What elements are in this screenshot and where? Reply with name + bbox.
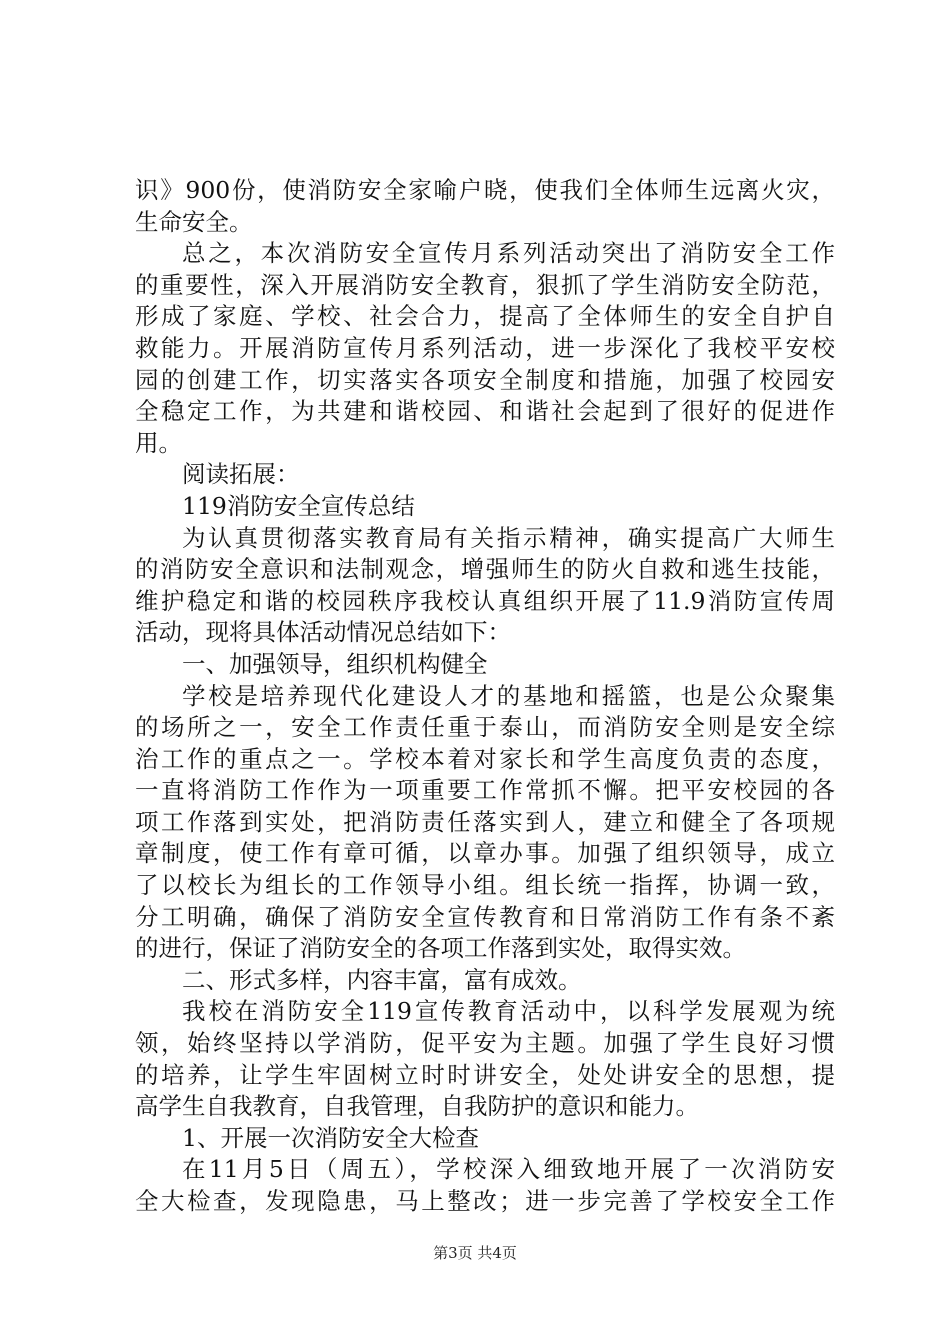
text-line: 园的创建工作，切实落实各项安全制度和措施，加强了校园安 [135, 365, 835, 394]
text-line: 在11月5日（周五），学校深入细致地开展了一次消防安 [182, 1155, 835, 1184]
text-line: 领，始终坚持以学消防，促平安为主题。加强了学生良好习惯 [135, 1029, 835, 1058]
text-line: 活动，现将具体活动情况总结如下： [135, 618, 511, 647]
text-line: 形成了家庭、学校、社会合力，提高了全体师生的安全自护自 [135, 302, 835, 331]
text-line: 用。 [135, 428, 182, 457]
text-line: 了以校长为组长的工作领导小组。组长统一指挥，协调一致， [135, 871, 835, 900]
text-line: 治工作的重点之一。学校本着对家长和学生高度负责的态度， [135, 744, 835, 773]
text-line: 一直将消防工作作为一项重要工作常抓不懈。把平安校园的各 [135, 776, 835, 805]
text-line: 的场所之一，安全工作责任重于泰山，而消防安全则是安全综 [135, 713, 835, 742]
text-line: 119消防安全宣传总结 [182, 491, 415, 520]
text-line: 我校在消防安全119宣传教育活动中，以科学发展观为统 [182, 997, 835, 1026]
text-line: 全大检查，发现隐患，马上整改；进一步完善了学校安全工作 [135, 1187, 835, 1215]
text-line: 救能力。开展消防宣传月系列活动，进一步深化了我校平安校 [135, 333, 835, 362]
text-line: 全稳定工作，为共建和谐校园、和谐社会起到了很好的促进作 [135, 397, 835, 426]
text-line: 识》900份，使消防安全家喻户晓，使我们全体师生远离火灾， [135, 176, 835, 204]
text-line: 的消防安全意识和法制观念，增强师生的防火自救和逃生技能， [135, 555, 835, 584]
text-line: 阅读拓展： [182, 460, 300, 489]
text-line: 维护稳定和谐的校园秩序我校认真组织开展了11.9消防宣传周 [135, 586, 835, 615]
text-line: 的重要性，深入开展消防安全教育，狠抓了学生消防安全防范， [135, 270, 835, 299]
text-line: 生命安全。 [135, 207, 253, 236]
text-line: 一、加强领导，组织机构健全 [182, 649, 488, 678]
text-line: 项工作落到实处，把消防责任落实到人，建立和健全了各项规 [135, 807, 835, 836]
text-line: 二、形式多样，内容丰富，富有成效。 [182, 965, 582, 994]
text-line: 1、开展一次消防安全大检查 [182, 1123, 479, 1152]
document-body [135, 175, 835, 1218]
page-footer [0, 1242, 950, 1263]
page-number-label: 第3页 共4页 [433, 1244, 517, 1262]
text-line: 总之，本次消防安全宣传月系列活动突出了消防安全工作 [182, 239, 835, 268]
text-line: 学校是培养现代化建设人才的基地和摇篮，也是公众聚集 [182, 681, 835, 710]
text-line: 高学生自我教育，自我管理，自我防护的意识和能力。 [135, 1092, 699, 1121]
text-line: 分工明确，确保了消防安全宣传教育和日常消防工作有条不紊 [135, 902, 835, 931]
text-line: 为认真贯彻落实教育局有关指示精神，确实提高广大师生 [182, 523, 835, 552]
text-line: 的培养，让学生牢固树立时时讲安全，处处讲安全的思想，提 [135, 1060, 835, 1089]
text-line: 章制度，使工作有章可循，以章办事。加强了组织领导，成立 [135, 839, 835, 868]
text-line: 的进行，保证了消防安全的各项工作落到实处，取得实效。 [135, 934, 746, 963]
